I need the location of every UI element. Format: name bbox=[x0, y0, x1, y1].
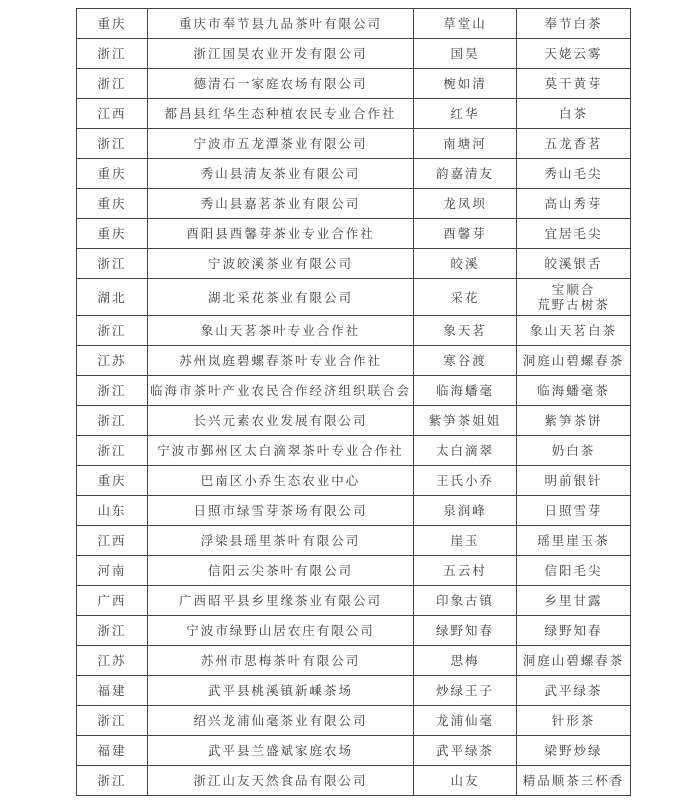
table-row bbox=[77, 676, 631, 706]
brand-cell: 象天茗 bbox=[414, 316, 517, 346]
province-cell: 浙江 bbox=[77, 69, 148, 99]
company-cell: 宁波市鄞州区太白滴翠茶叶专业合作社 bbox=[148, 436, 414, 466]
product-cell: 五龙香茗 bbox=[517, 129, 631, 159]
table-row bbox=[77, 496, 631, 526]
product-cell: 奉节白茶 bbox=[517, 9, 631, 39]
table-row bbox=[77, 526, 631, 556]
brand-cell: 椀如清 bbox=[414, 69, 517, 99]
product-cell: 武平绿茶 bbox=[517, 676, 631, 706]
product-cell: 信阳毛尖 bbox=[517, 556, 631, 586]
table-row bbox=[77, 376, 631, 406]
company-cell: 重庆市奉节县九品茶叶有限公司 bbox=[148, 9, 414, 39]
brand-cell: 崖玉 bbox=[414, 526, 517, 556]
company-cell: 浮梁县瑶里茶叶有限公司 bbox=[148, 526, 414, 556]
table-row bbox=[77, 129, 631, 159]
company-cell: 都昌县红华生态种植农民专业合作社 bbox=[148, 99, 414, 129]
product-cell: 梁野炒绿 bbox=[517, 736, 631, 766]
company-cell: 酉阳县酉馨芽茶业专业合作社 bbox=[148, 219, 414, 249]
table-row bbox=[77, 586, 631, 616]
company-cell: 宁波皎溪茶业有限公司 bbox=[148, 249, 414, 279]
brand-cell: 酉馨芽 bbox=[414, 219, 517, 249]
product-cell: 临海蟠毫茶 bbox=[517, 376, 631, 406]
province-cell: 浙江 bbox=[77, 766, 148, 796]
brand-cell: 南塘河 bbox=[414, 129, 517, 159]
province-cell: 河南 bbox=[77, 556, 148, 586]
brand-cell: 国昊 bbox=[414, 39, 517, 69]
company-cell: 长兴元素农业发展有限公司 bbox=[148, 406, 414, 436]
province-cell: 浙江 bbox=[77, 249, 148, 279]
province-cell: 江苏 bbox=[77, 646, 148, 676]
product-cell: 宜居毛尖 bbox=[517, 219, 631, 249]
company-cell: 武平县桃溪镇新嵊茶场 bbox=[148, 676, 414, 706]
table-row bbox=[77, 736, 631, 766]
product-cell: 皎溪银舌 bbox=[517, 249, 631, 279]
table-row bbox=[77, 189, 631, 219]
product-cell: 白茶 bbox=[517, 99, 631, 129]
brand-cell: 思梅 bbox=[414, 646, 517, 676]
province-cell: 重庆 bbox=[77, 9, 148, 39]
province-cell: 重庆 bbox=[77, 189, 148, 219]
table-row bbox=[77, 219, 631, 249]
province-cell: 湖北 bbox=[77, 279, 148, 316]
brand-cell: 韵嘉清友 bbox=[414, 159, 517, 189]
product-cell: 精品顺茶三杯香 bbox=[517, 766, 631, 796]
table-row bbox=[77, 39, 631, 69]
product-cell: 秀山毛尖 bbox=[517, 159, 631, 189]
company-cell: 苏州岚庭碧螺春茶叶专业合作社 bbox=[148, 346, 414, 376]
product-cell: 绿野知春 bbox=[517, 616, 631, 646]
province-cell: 江西 bbox=[77, 99, 148, 129]
brand-cell: 采花 bbox=[414, 279, 517, 316]
company-cell: 宁波市五龙潭茶业有限公司 bbox=[148, 129, 414, 159]
province-cell: 浙江 bbox=[77, 376, 148, 406]
brand-cell: 龙凤坝 bbox=[414, 189, 517, 219]
table-row bbox=[77, 69, 631, 99]
province-cell: 福建 bbox=[77, 676, 148, 706]
company-cell: 苏州市思梅茶叶有限公司 bbox=[148, 646, 414, 676]
company-cell: 宁波市绿野山居农庄有限公司 bbox=[148, 616, 414, 646]
product-cell: 日照雪芽 bbox=[517, 496, 631, 526]
product-cell: 奶白茶 bbox=[517, 436, 631, 466]
company-cell: 象山天茗茶叶专业合作社 bbox=[148, 316, 414, 346]
brand-cell: 龙浦仙毫 bbox=[414, 706, 517, 736]
company-cell: 绍兴龙浦仙毫茶业有限公司 bbox=[148, 706, 414, 736]
province-cell: 浙江 bbox=[77, 616, 148, 646]
province-cell: 山东 bbox=[77, 496, 148, 526]
brand-cell: 五云村 bbox=[414, 556, 517, 586]
company-cell: 巴南区小乔生态农业中心 bbox=[148, 466, 414, 496]
company-cell: 浙江国昊农业开发有限公司 bbox=[148, 39, 414, 69]
table-row bbox=[77, 279, 631, 316]
table-row bbox=[77, 556, 631, 586]
province-cell: 浙江 bbox=[77, 316, 148, 346]
table-body bbox=[77, 9, 631, 796]
product-cell: 紫笋茶饼 bbox=[517, 406, 631, 436]
province-cell: 重庆 bbox=[77, 466, 148, 496]
company-cell: 浙江山友天然食品有限公司 bbox=[148, 766, 414, 796]
company-cell: 日照市绿雪芽茶场有限公司 bbox=[148, 496, 414, 526]
product-cell: 洞庭山碧螺春茶 bbox=[517, 646, 631, 676]
company-cell: 信阳云尖茶叶有限公司 bbox=[148, 556, 414, 586]
province-cell: 广西 bbox=[77, 586, 148, 616]
company-cell: 德清石一家庭农场有限公司 bbox=[148, 69, 414, 99]
brand-cell: 寒谷渡 bbox=[414, 346, 517, 376]
table-row bbox=[77, 249, 631, 279]
table-row bbox=[77, 616, 631, 646]
company-cell: 湖北采花茶业有限公司 bbox=[148, 279, 414, 316]
product-cell: 高山秀芽 bbox=[517, 189, 631, 219]
province-cell: 浙江 bbox=[77, 129, 148, 159]
product-cell: 针形茶 bbox=[517, 706, 631, 736]
brand-cell: 泉润峰 bbox=[414, 496, 517, 526]
brand-cell: 临海蟠毫 bbox=[414, 376, 517, 406]
table-row bbox=[77, 766, 631, 796]
table-row bbox=[77, 346, 631, 376]
brand-cell: 绿野知春 bbox=[414, 616, 517, 646]
province-cell: 浙江 bbox=[77, 39, 148, 69]
company-cell: 秀山县嘉茗茶业有限公司 bbox=[148, 189, 414, 219]
product-line-2: 荒野古树茶 bbox=[537, 297, 610, 312]
province-cell: 重庆 bbox=[77, 159, 148, 189]
table-row bbox=[77, 436, 631, 466]
brand-cell: 草堂山 bbox=[414, 9, 517, 39]
brand-cell: 山友 bbox=[414, 766, 517, 796]
table-row bbox=[77, 159, 631, 189]
product-cell: 乡里甘露 bbox=[517, 586, 631, 616]
province-cell: 浙江 bbox=[77, 436, 148, 466]
product-line-1: 宝顺合 bbox=[551, 282, 596, 297]
company-cell: 武平县兰盛斌家庭农场 bbox=[148, 736, 414, 766]
brand-cell: 红华 bbox=[414, 99, 517, 129]
table-row bbox=[77, 706, 631, 736]
brand-cell: 皎溪 bbox=[414, 249, 517, 279]
product-cell: 象山天茗白茶 bbox=[517, 316, 631, 346]
product-cell: 明前银针 bbox=[517, 466, 631, 496]
brand-cell: 印象古镇 bbox=[414, 586, 517, 616]
product-cell bbox=[517, 279, 631, 316]
product-cell: 天姥云雾 bbox=[517, 39, 631, 69]
province-cell: 浙江 bbox=[77, 406, 148, 436]
province-cell: 重庆 bbox=[77, 219, 148, 249]
table-row bbox=[77, 99, 631, 129]
table-row bbox=[77, 466, 631, 496]
company-cell: 临海市茶叶产业农民合作经济组织联合会 bbox=[148, 376, 414, 406]
product-cell: 洞庭山碧螺春茶 bbox=[517, 346, 631, 376]
table-row bbox=[77, 316, 631, 346]
table-row bbox=[77, 406, 631, 436]
company-cell: 秀山县清友茶业有限公司 bbox=[148, 159, 414, 189]
company-cell: 广西昭平县乡里缘茶业有限公司 bbox=[148, 586, 414, 616]
table-row bbox=[77, 9, 631, 39]
brand-cell: 太白滴翠 bbox=[414, 436, 517, 466]
table-row bbox=[77, 646, 631, 676]
tea-list-table bbox=[76, 8, 631, 796]
brand-cell: 王氏小乔 bbox=[414, 466, 517, 496]
brand-cell: 紫笋茶姐姐 bbox=[414, 406, 517, 436]
product-cell: 莫干黄芽 bbox=[517, 69, 631, 99]
province-cell: 江苏 bbox=[77, 346, 148, 376]
province-cell: 浙江 bbox=[77, 706, 148, 736]
province-cell: 江西 bbox=[77, 526, 148, 556]
brand-cell: 炒绿王子 bbox=[414, 676, 517, 706]
brand-cell: 武平绿茶 bbox=[414, 736, 517, 766]
product-cell: 瑶里崖玉茶 bbox=[517, 526, 631, 556]
province-cell: 福建 bbox=[77, 736, 148, 766]
